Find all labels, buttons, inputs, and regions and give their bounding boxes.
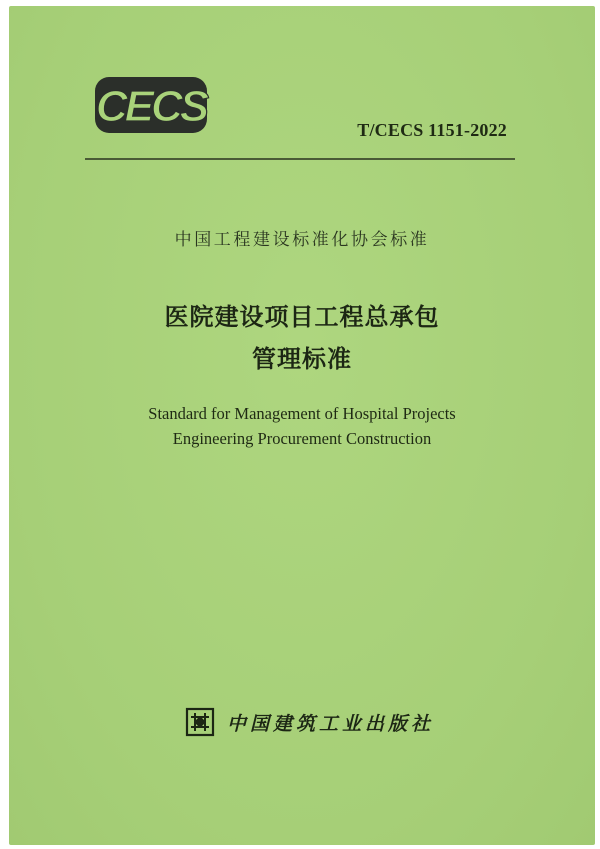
publisher bbox=[185, 707, 434, 737]
book-cover bbox=[9, 6, 595, 845]
header-divider bbox=[85, 158, 515, 160]
publisher-emblem-icon bbox=[185, 707, 215, 737]
cecs-logo-text: CECS bbox=[95, 82, 207, 131]
title-cn-line2: 管理标准 bbox=[252, 345, 352, 373]
title-en-line2: Engineering Procurement Construction bbox=[172, 429, 432, 448]
publisher-name: 中国建筑工业出版社 bbox=[227, 712, 435, 735]
title-en-line1: Standard for Management of Hospital Projects bbox=[148, 404, 456, 423]
standard-number: T/CECS 1151-2022 bbox=[357, 120, 507, 140]
association-line: 中国工程建设标准化协会标准 bbox=[174, 230, 430, 250]
title-cn-line1: 医院建设项目工程总承包 bbox=[164, 303, 440, 331]
